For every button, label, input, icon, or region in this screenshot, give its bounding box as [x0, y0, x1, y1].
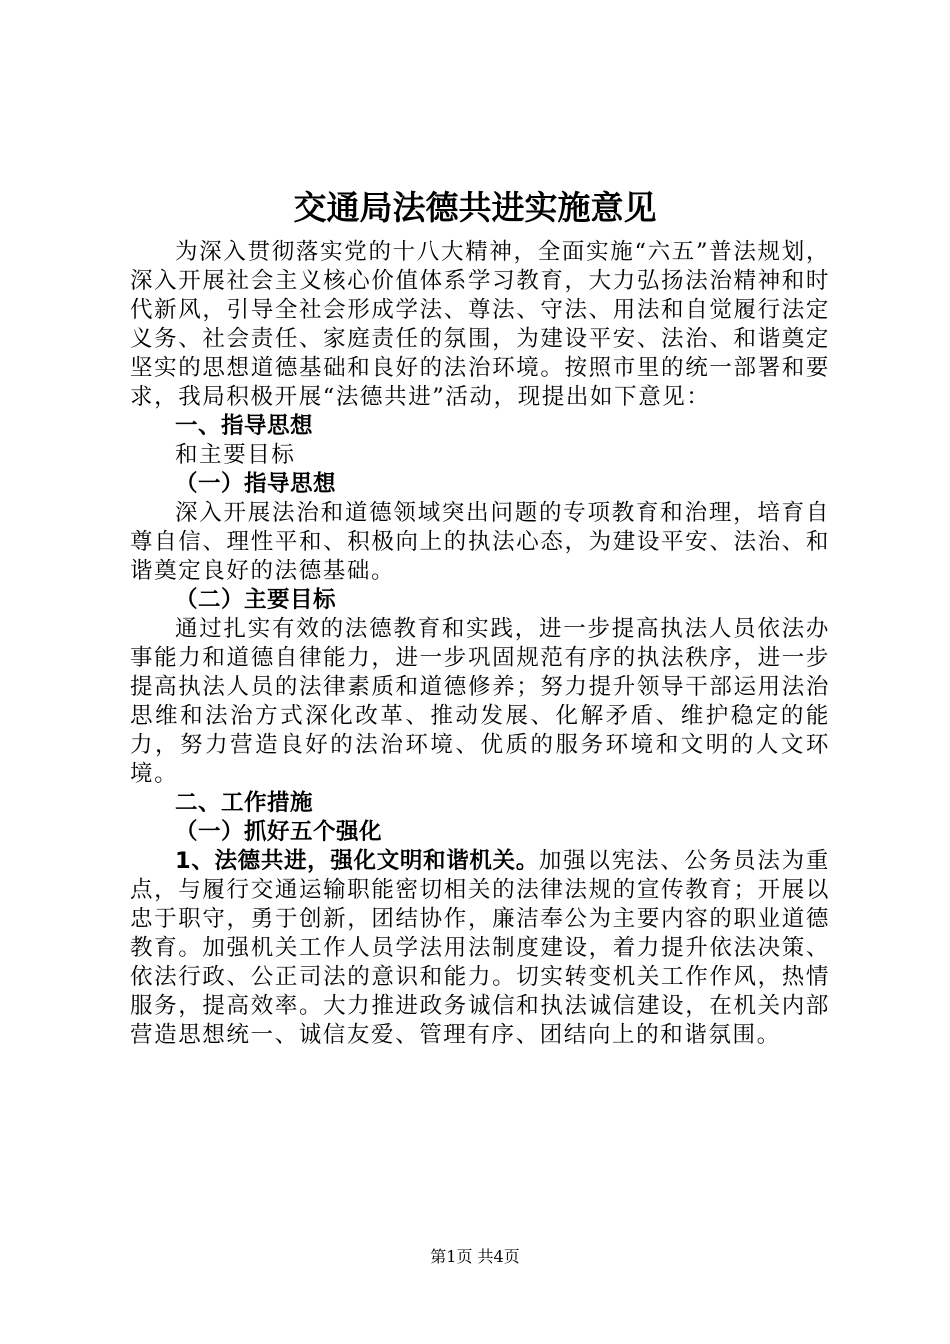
intro-paragraph: 为深入贯彻落实党的十八大精神，全面实施“六五”普法规划，深入开展社会主义核心价值体系学习教育，大力弘扬法治精神和时代新风，引导全社会形成学法、尊法、守法、用法和自觉履行法定义务、社会责任、家庭责任的氛围，为建设平安、法治、和谐奠定坚实的思想道德基础和良好的法治环境。按照市里的统一部署和要求，我局积极开展“法德共进”活动，现提出如下意见：: [130, 239, 830, 410]
section1-sub1-heading: （一）指导思想: [175, 471, 337, 497]
item1-text: 加强以宪法、公务员法为重点，与履行交通运输职能密切相关的法律法规的宣传教育；开展以忠于职守，勇于创新，团结协作，廉洁奉公为主要内容的职业道德教育。加强机关工作人员学法用法制度建设，着力提升依法决策、依法行政、公正司法的意识和能力。切实转变机关工作作风，热情服务，提高效率。大力推进政务诚信和执法诚信建设，在机关内部营造思想统一、诚信友爱、管理有序、团结向上的和谐氛围。: [130, 848, 830, 1048]
section1-sub2-heading: （二）主要目标: [175, 587, 337, 613]
section2-sub1-heading: （一）抓好五个强化: [175, 819, 383, 845]
section1-sub1-paragraph: 深入开展法治和道德领域突出问题的专项教育和治理，培育自尊自信、理性平和、积极向上的执法心态，为建设平安、法治、和谐奠定良好的法德基础。: [130, 500, 830, 584]
page-footer: 第1页 共4页: [430, 1247, 520, 1266]
section1-sub2-paragraph: 通过扎实有效的法德教育和实践，进一步提高执法人员依法办事能力和道德自律能力，进一步巩固规范有序的执法秩序，进一步提高执法人员的法律素质和道德修养；努力提升领导干部运用法治思维和法治方式深化改革、推动发展、化解矛盾、维护稳定的能力，努力营造良好的法治环境、优质的服务环境和文明的人文环境。: [130, 616, 830, 787]
section1-heading: 一、指导思想: [175, 413, 314, 439]
item1-lead: 1、法德共进，强化文明和谐机关。: [175, 848, 539, 874]
section2-item1-paragraph: [130, 847, 830, 1050]
section1-subline: 和主要目标: [175, 442, 296, 468]
document-title: 交通局法德共进实施意见: [293, 188, 657, 227]
section2-heading: 二、工作措施: [175, 790, 314, 816]
document-body: [130, 238, 830, 1050]
